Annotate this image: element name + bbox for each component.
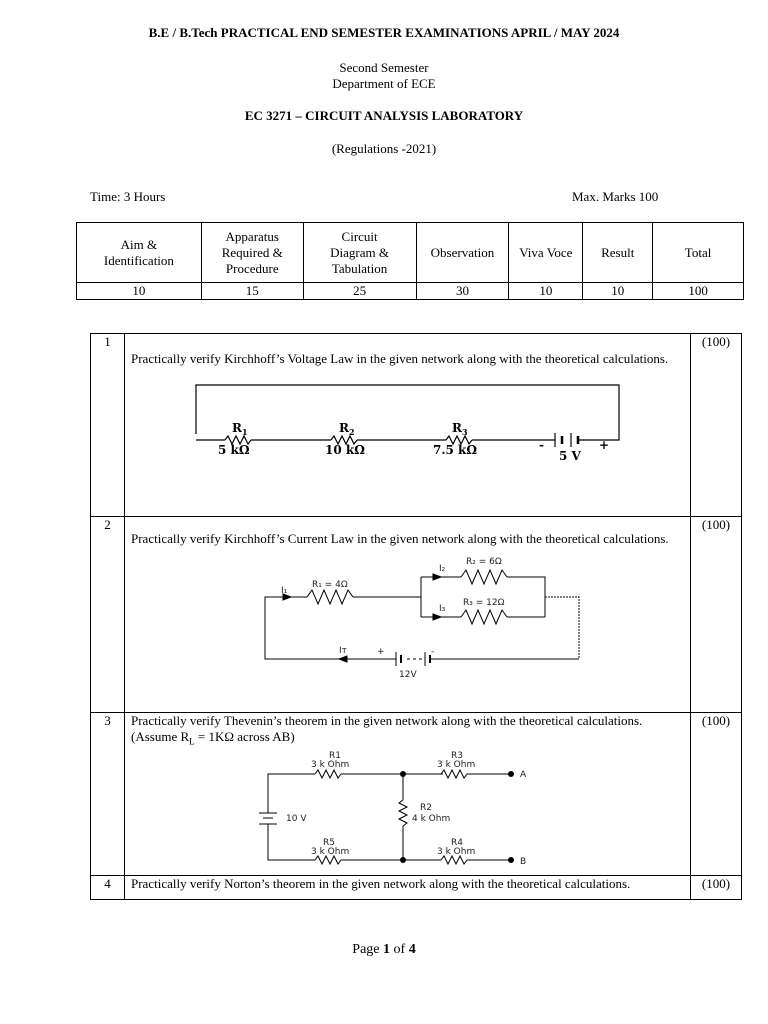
question-row bbox=[91, 875, 742, 899]
marks-value: 15 bbox=[201, 283, 303, 300]
question-marks: (100) bbox=[691, 875, 742, 899]
marks-header-observation: Observation bbox=[416, 223, 509, 283]
r1-value: 3 k Ohm bbox=[311, 759, 350, 770]
r2-value: 10 kΩ bbox=[325, 443, 365, 457]
marks-header-aim: Aim & Identification bbox=[77, 223, 202, 283]
marks-value: 10 bbox=[509, 283, 583, 300]
question-number: 2 bbox=[91, 517, 125, 713]
max-marks: Max. Marks 100 bbox=[572, 189, 659, 204]
marks-table bbox=[76, 222, 744, 300]
question-marks: (100) bbox=[691, 334, 742, 517]
questions-table bbox=[90, 333, 742, 900]
question-row bbox=[91, 713, 742, 876]
source-value: 12V bbox=[399, 670, 417, 679]
question-number: 4 bbox=[91, 875, 125, 899]
r3-value: 7.5 kΩ bbox=[433, 443, 478, 457]
question-body bbox=[125, 334, 691, 517]
question-body bbox=[125, 713, 691, 876]
kvl-circuit-diagram bbox=[131, 367, 683, 467]
question-marks: (100) bbox=[691, 713, 742, 876]
assumption-note: (Assume $R_L = 1K\Omega$ across AB) bbox=[131, 729, 295, 747]
r1-value: 5 kΩ bbox=[218, 443, 250, 457]
r1-label: $R_1$ bbox=[232, 421, 248, 437]
r1-label: R1 bbox=[329, 750, 341, 761]
marks-value: 25 bbox=[303, 283, 416, 300]
marks-header-viva: Viva Voce bbox=[509, 223, 583, 283]
r2-label: R₂ = 6Ω bbox=[466, 557, 502, 567]
terminal-a: A bbox=[520, 769, 527, 780]
course-title: EC 3271 – CIRCUIT ANALYSIS LABORATORY bbox=[244, 108, 524, 123]
r4-label: R4 bbox=[451, 837, 463, 848]
r3-label: $R_3$ bbox=[452, 421, 468, 437]
i1-label: I₁ bbox=[281, 586, 288, 596]
minus-sign: - bbox=[539, 438, 544, 452]
source-value: 5 V bbox=[559, 449, 581, 463]
i3-label: I₃ bbox=[439, 604, 446, 614]
r5-value: 3 k Ohm bbox=[311, 846, 350, 857]
question-number: 1 bbox=[91, 334, 125, 517]
plus-sign: + bbox=[377, 647, 385, 657]
terminal-b: B bbox=[520, 856, 527, 867]
r5-label: R5 bbox=[323, 837, 335, 848]
page-footer: Page 1 of 4 bbox=[352, 942, 416, 957]
r2-label: $R_2$ bbox=[339, 421, 355, 437]
department: Department of ECE bbox=[332, 76, 436, 91]
exam-time: Time: 3 Hours bbox=[90, 189, 166, 204]
r2-label: R2 bbox=[420, 802, 432, 813]
marks-header-apparatus: Apparatus Required & Procedure bbox=[201, 223, 303, 283]
exam-title: B.E / B.Tech PRACTICAL END SEMESTER EXAMINATIONS APRIL / MAY 2024 bbox=[148, 25, 620, 40]
r3-label: R3 bbox=[451, 750, 463, 761]
regulations: (Regulations -2021) bbox=[331, 141, 437, 156]
question-text: Practically verify Kirchhoff’s Voltage Law in the given network along with the theoretical calculations. bbox=[131, 351, 669, 366]
marks-value: 10 bbox=[583, 283, 653, 300]
it-label: Iᴛ bbox=[339, 646, 347, 656]
plus-sign: + bbox=[599, 438, 610, 452]
marks-value: 30 bbox=[416, 283, 509, 300]
r3-value: 3 k Ohm bbox=[437, 759, 476, 770]
r4-value: 3 k Ohm bbox=[437, 846, 476, 857]
thevenin-circuit-diagram bbox=[131, 750, 683, 875]
i2-label: I₂ bbox=[439, 564, 446, 574]
minus-sign: - bbox=[431, 647, 435, 657]
source-value: 10 V bbox=[286, 813, 307, 824]
question-text: Practically verify Kirchhoff’s Current Law in the given network along with the theoretical calculations. bbox=[131, 531, 669, 546]
marks-header-total: Total bbox=[653, 223, 744, 283]
r3-label: R₃ = 12Ω bbox=[463, 598, 505, 608]
marks-value: 10 bbox=[77, 283, 202, 300]
question-row bbox=[91, 517, 742, 713]
r2-value: 4 k Ohm bbox=[412, 813, 451, 824]
r1-label: R₁ = 4Ω bbox=[312, 580, 348, 590]
question-number: 3 bbox=[91, 713, 125, 876]
question-row bbox=[91, 334, 742, 517]
semester: Second Semester bbox=[339, 60, 429, 75]
question-body bbox=[125, 517, 691, 713]
question-text: Practically verify Thevenin’s theorem in the given network along with the theoretical calculations. bbox=[131, 713, 643, 728]
question-text: Practically verify Norton’s theorem in the given network along with the theoretical calculations. bbox=[131, 875, 631, 891]
marks-header-result: Result bbox=[583, 223, 653, 283]
question-body bbox=[125, 875, 691, 899]
kcl-circuit-diagram bbox=[131, 547, 683, 679]
question-marks: (100) bbox=[691, 517, 742, 713]
marks-header-circuit: Circuit Diagram & Tabulation bbox=[303, 223, 416, 283]
marks-value: 100 bbox=[653, 283, 744, 300]
